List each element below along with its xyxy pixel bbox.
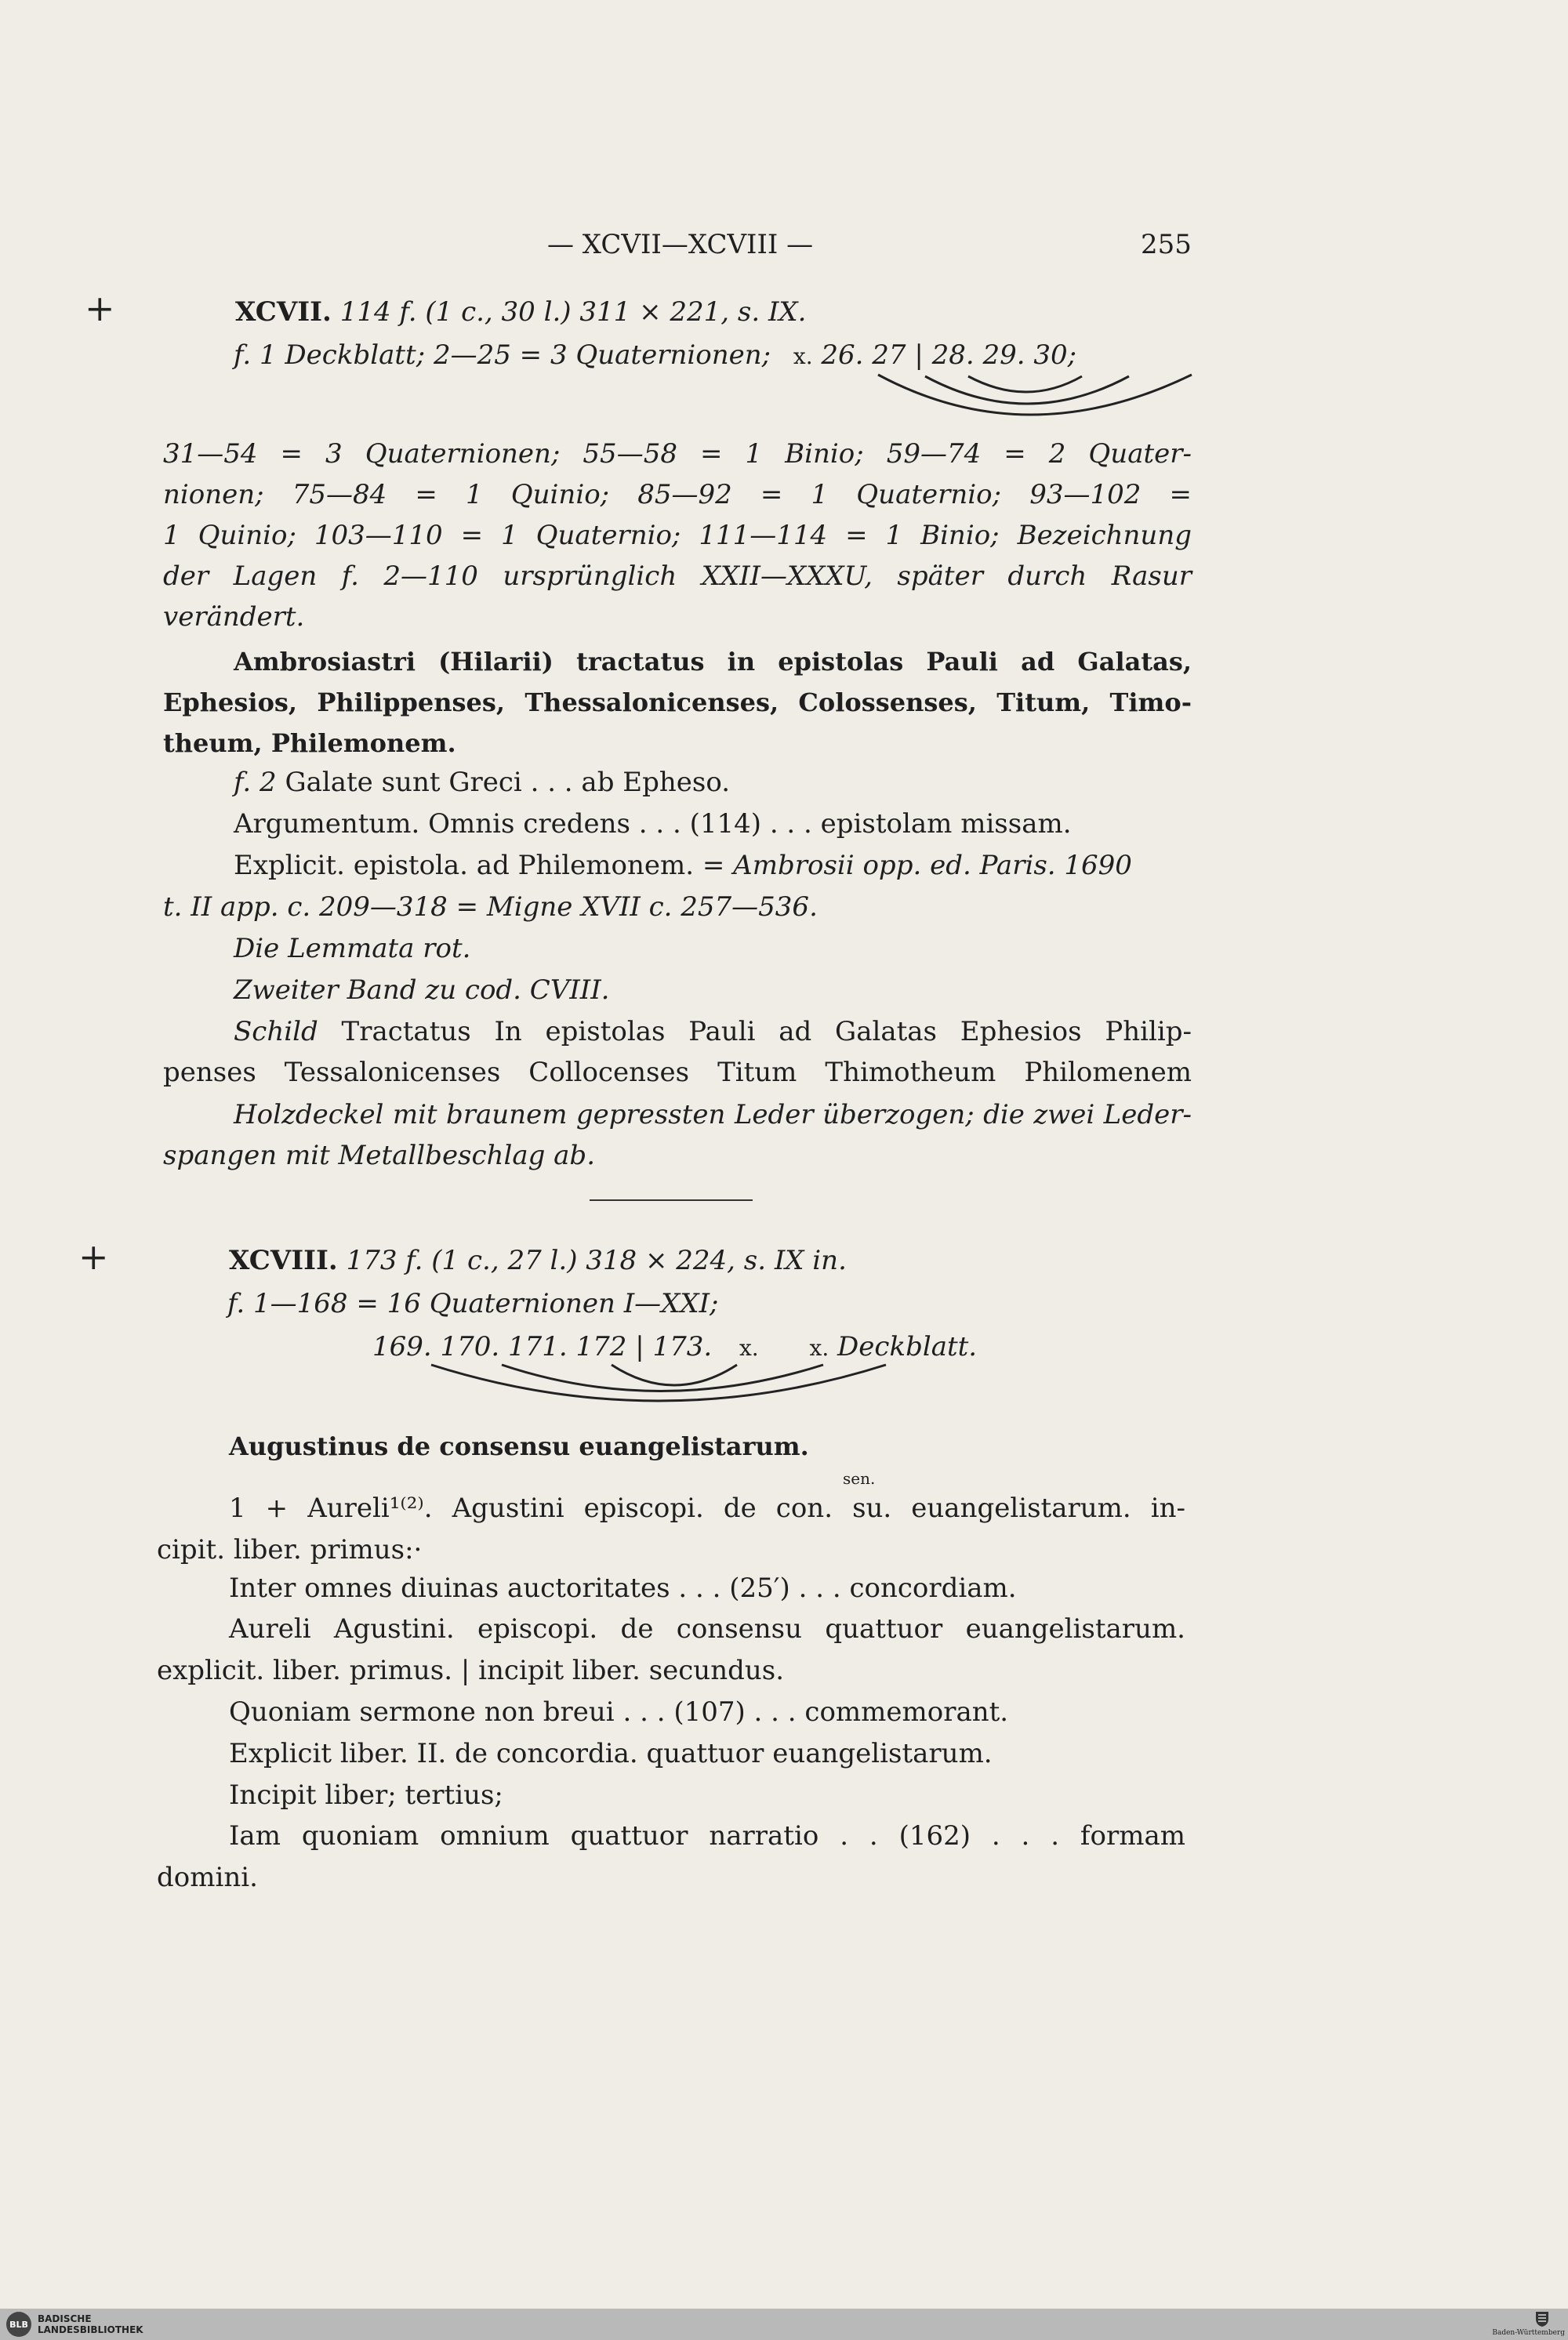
- quire-diagram: [423, 1359, 909, 1413]
- quire-line: f. 1—168 = 16 Quaternionen I—XXI;: [227, 1288, 719, 1319]
- manuscript-entry-98: [229, 1245, 847, 1276]
- manuscript-number: XCVII.: [235, 296, 332, 328]
- lagen-paragraph: 31—54 = 3 Quaternionen; 55—58 = 1 Binio; 59—74 = 2 Quater- nionen; 75—84 = 1 Quinio; 85—92 = 1 Quaternio; 93—102 = 1 Quinio; 103—110 = 1 Quaternio; 111—114 = 1 Binio; Bezeichnung der Lagen f. 2—110 ursprünglich XXII—XXXU, später durch Rasur verändert.: [163, 438, 1192, 633]
- quire-marker: x.: [739, 1335, 759, 1361]
- aureli-paragraph: Aureli Agustini. episcopi. de consensu quattuor euangelistarum. explicit. liber. primus. | incipit liber. secundus.: [157, 1613, 1185, 1686]
- quire-line: f. 1 Deckblatt; 2—25 = 3 Quaternionen; x. 26. 27 | 28. 29. 30;: [234, 339, 1077, 371]
- manuscript-description: 173 f. (1 c., 27 l.) 318 ⨯ 224, s. IX in.: [346, 1245, 847, 1276]
- folio-incipit: f. 2 Galate sunt Greci . . . ab Epheso.: [234, 767, 730, 798]
- quire-marker: x.: [809, 1335, 829, 1361]
- inter-line: Inter omnes diuinas auctoritates . . . (25′) . . . concordiam.: [229, 1573, 1017, 1604]
- schild-paragraph: Schild Tractatus In epistolas Pauli ad Galatas Ephesios Philip- penses Tessalonicenses Collocenses Titum Thimotheum Philomenem: [163, 1016, 1192, 1088]
- work-title: Augustinus de consensu euangelistarum.: [229, 1431, 809, 1461]
- quire-line-2: 169. 170. 171. 172 | 173. x. x. Deckblatt.: [372, 1331, 978, 1362]
- blb-logo-icon: BLB: [6, 2312, 31, 2337]
- margin-cross-mark: +: [85, 287, 115, 329]
- argumentum-line: Argumentum. Omnis credens . . . (114) . . . epistolam missam.: [234, 808, 1072, 840]
- quire-marker: x.: [793, 343, 813, 369]
- quoniam-line: Quoniam sermone non breui . . . (107) . . . commemorant.: [229, 1696, 1009, 1728]
- margin-cross-mark: +: [78, 1235, 109, 1278]
- lemmata-note: Die Lemmata rot.: [234, 933, 471, 964]
- work-title: Ambrosiastri (Hilarii) tractatus in epistolas Pauli ad Galatas, Ephesios, Philippenses, Thessalonicenses, Colossenses, Titum, Timo- theum, Philemonem.: [163, 647, 1192, 758]
- binding-note: Holzdeckel mit braunem gepressten Leder überzogen; die zwei Leder- spangen mit Metallbeschlag ab.: [163, 1099, 1192, 1171]
- explicit-line: Explicit liber. II. de concordia. quattuor euangelistarum.: [229, 1738, 993, 1769]
- explicit-line: Explicit. epistola. ad Philemonem. = Ambrosii opp. ed. Paris. 1690: [234, 850, 1132, 881]
- interlinear-gloss: sen.: [843, 1469, 876, 1488]
- iam-paragraph: Iam quoniam omnium quattuor narratio . . (162) . . . formam domini.: [157, 1820, 1185, 1893]
- quire-diagram: [870, 368, 1215, 423]
- running-head: — XCVII—XCVIII —: [547, 229, 814, 260]
- edition-reference: t. II app. c. 209—318 = Migne XVII c. 257—536.: [163, 891, 818, 923]
- manuscript-number: XCVIII.: [229, 1245, 338, 1276]
- page-number: 255: [1141, 229, 1192, 260]
- region-label: Baden-Württemberg: [1492, 2329, 1565, 2337]
- volume-note: Zweiter Band zu cod. CVIII.: [234, 974, 610, 1006]
- coat-of-arms-icon: [1534, 2310, 1551, 2327]
- manuscript-entry-97: [235, 296, 806, 328]
- library-name: BADISCHE LANDESBIBLIOTHEK: [38, 2313, 143, 2335]
- incipit-tertius: Incipit liber; tertius;: [229, 1779, 503, 1811]
- incipit-paragraph: 1 + Aureli¹⁽²⁾. Agustini episcopi. de con. su. euangelistarum. in- cipit. liber. primus:·: [157, 1493, 1185, 1565]
- manuscript-description: 114 f. (1 c., 30 l.) 311 ⨯ 221, s. IX.: [339, 296, 807, 328]
- library-footer: [0, 2309, 1568, 2340]
- section-divider: [590, 1199, 753, 1201]
